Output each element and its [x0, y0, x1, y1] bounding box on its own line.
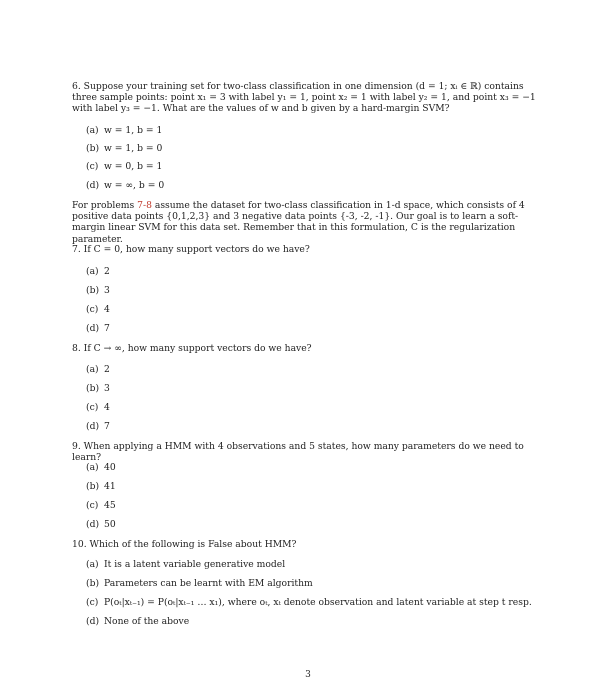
q10-option-a	[86, 559, 285, 570]
option-label: (d)	[86, 519, 100, 530]
option-label: (d)	[86, 180, 100, 191]
option-label: (c)	[86, 500, 99, 511]
question-6-text: 6. Suppose your training set for two-class classification in one dimension (d = 1; xᵢ ∈ ℝ) contains three sample points: point x₁ = 3 with label y₁ = 1, point x₂ = 1 with label y₂ = 1, and point x₃ = −1 with label y₃ = −1. What are the values of w and b given by a hard-margin SVM?	[72, 81, 536, 115]
option-label: (d)	[86, 421, 100, 432]
option-label: (a)	[86, 266, 99, 277]
option-text: Parameters can be learnt with EM algorithm	[104, 578, 313, 589]
q6-option-b	[86, 143, 162, 154]
option-label: (b)	[86, 383, 100, 394]
question-8-text: 8. If C → ∞, how many support vectors do we have?	[72, 343, 312, 354]
q10-option-c	[86, 597, 532, 608]
q9-option-b	[86, 481, 116, 492]
option-text: 4	[104, 402, 110, 413]
option-text: 45	[104, 500, 116, 511]
question-9-text: 9. When applying a HMM with 4 observations and 5 states, how many parameters do we need to learn?	[72, 441, 524, 464]
q8-option-c	[86, 402, 110, 413]
option-label: (c)	[86, 304, 99, 315]
option-text: 2	[104, 364, 110, 375]
q10-option-d	[86, 616, 189, 627]
option-text: w = 1, b = 1	[104, 125, 163, 136]
problem-reference-link[interactable]: 7-8	[137, 200, 152, 211]
option-label: (c)	[86, 161, 99, 172]
q8-option-b	[86, 383, 110, 394]
option-label: (a)	[86, 125, 99, 136]
option-label: (a)	[86, 462, 99, 473]
option-text: 40	[104, 462, 116, 473]
option-text: 2	[104, 266, 110, 277]
q8-option-a	[86, 364, 110, 375]
option-text: It is a latent variable generative model	[104, 559, 286, 570]
option-label: (b)	[86, 285, 100, 296]
option-label: (b)	[86, 143, 100, 154]
option-text: 3	[104, 285, 110, 296]
option-text: None of the above	[104, 616, 190, 627]
option-text: w = 0, b = 1	[104, 161, 163, 172]
option-text: P(oₜ|xₜ₋₁) = P(oₜ|xₜ₋₁ … x₁), where oₜ, xₜ denote observation and latent variable at step t resp.	[104, 597, 532, 608]
q8-option-d	[86, 421, 110, 432]
option-label: (b)	[86, 578, 100, 589]
option-text: w = 1, b = 0	[104, 143, 163, 154]
q6-option-c	[86, 161, 162, 172]
q7-option-d	[86, 323, 110, 334]
option-text: 41	[104, 481, 116, 492]
q6-option-a	[86, 125, 162, 136]
q6-option-d	[86, 180, 164, 191]
q10-option-b	[86, 578, 313, 589]
q7-option-c	[86, 304, 110, 315]
option-text: 7	[104, 421, 110, 432]
option-label: (a)	[86, 364, 99, 375]
option-text: w = ∞, b = 0	[104, 180, 165, 191]
option-label: (c)	[86, 597, 99, 608]
question-7-text: 7. If C = 0, how many support vectors do we have?	[72, 244, 310, 255]
option-text: 7	[104, 323, 110, 334]
option-text: 50	[104, 519, 116, 530]
question-10-text: 10. Which of the following is False about HMM?	[72, 539, 297, 550]
q7-option-b	[86, 285, 110, 296]
option-label: (d)	[86, 323, 100, 334]
option-label: (d)	[86, 616, 100, 627]
q9-option-d	[86, 519, 116, 530]
page-number: 3	[305, 670, 311, 680]
q7-option-a	[86, 266, 110, 277]
option-label: (a)	[86, 559, 99, 570]
option-text: 3	[104, 383, 110, 394]
intro-text-start: For problems	[72, 200, 138, 211]
option-label: (b)	[86, 481, 100, 492]
intro-text-end: assume the dataset for two-class classification in 1-d space, which consists of 4 positive data points {0,1,2,3} and 3 negative data points {-3, -2, -1}. Our goal is to learn a soft-margin linear SVM for this data set. Remember that in this formulation, C is the regularization parameter.	[72, 200, 525, 245]
option-label: (c)	[86, 402, 99, 413]
problems-7-8-intro	[72, 200, 546, 245]
option-text: 4	[104, 304, 110, 315]
q9-option-c	[86, 500, 116, 511]
q9-option-a	[86, 462, 116, 473]
